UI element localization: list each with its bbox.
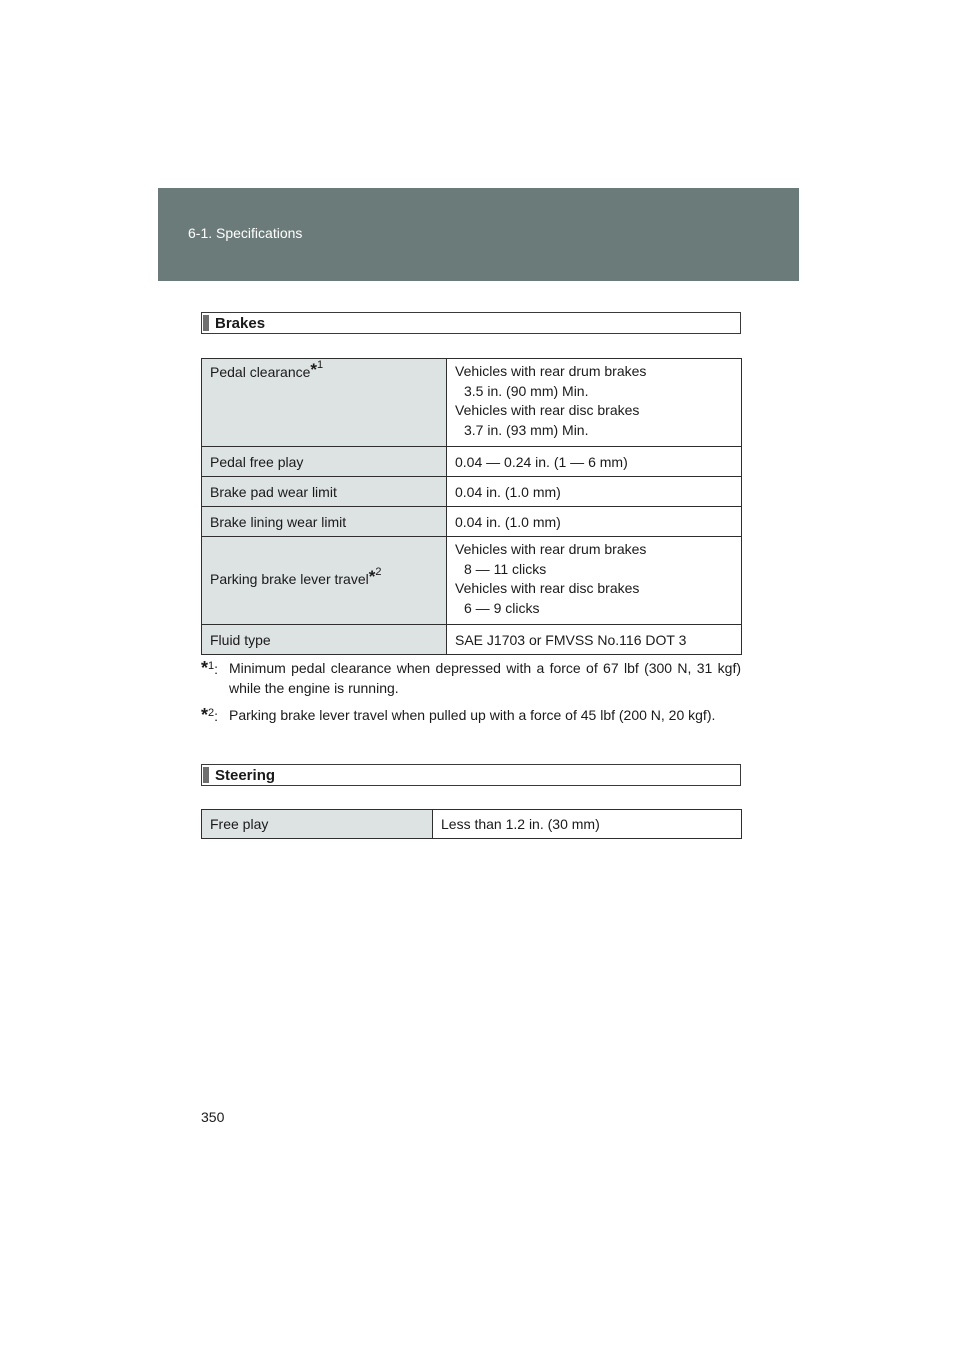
table-row (202, 537, 742, 625)
footnote-marker: *2 (368, 565, 382, 586)
row-label: Brake pad wear limit (202, 477, 447, 507)
row-value: SAE J1703 or FMVSS No.116 DOT 3 (447, 625, 742, 655)
row-label: Fluid type (202, 625, 447, 655)
row-label: Parking brake lever travel (210, 570, 369, 587)
steering-section-heading (201, 764, 741, 786)
row-value: Less than 1.2 in. (30 mm) (433, 810, 742, 839)
header-band (158, 188, 799, 281)
row-value-line: 3.5 in. (90 mm) Min. (464, 382, 589, 399)
row-value-line: 3.7 in. (93 mm) Min. (464, 421, 589, 438)
brakes-spec-table (201, 358, 742, 655)
row-value: 0.04 — 0.24 in. (1 — 6 mm) (447, 447, 742, 477)
footnote-text: Minimum pedal clearance when depressed with a force of 67 lbf (300 N, 31 kgf) while the engine is running. (229, 660, 741, 696)
row-value: 0.04 in. (1.0 mm) (447, 507, 742, 537)
footnote-2 (201, 705, 741, 725)
row-label: Pedal clearance (210, 364, 311, 380)
table-row (202, 625, 742, 655)
footnote-text: Parking brake lever travel when pulled up with a force of 45 lbf (200 N, 20 kgf). (229, 707, 716, 723)
row-value-line: Vehicles with rear disc brakes (455, 580, 640, 596)
row-value: 0.04 in. (1.0 mm) (447, 477, 742, 507)
footnote-1 (201, 658, 741, 698)
table-row (202, 447, 742, 477)
row-value-line: 6 — 9 clicks (464, 599, 540, 616)
row-label: Brake lining wear limit (202, 507, 447, 537)
page-number: 350 (201, 1109, 225, 1125)
brakes-section-heading (201, 312, 741, 334)
brakes-title: Brakes (215, 315, 266, 332)
table-row (202, 810, 742, 839)
table-row (202, 477, 742, 507)
row-value-line: Vehicles with rear drum brakes (455, 363, 647, 379)
table-row (202, 507, 742, 537)
footnote-marker: *$^1$: (201, 658, 219, 678)
heading-accent-bar (203, 315, 209, 331)
heading-accent-bar (203, 767, 209, 783)
steering-spec-table (201, 809, 742, 839)
row-label: Pedal free play (202, 447, 447, 477)
row-value-line: Vehicles with rear disc brakes (455, 402, 640, 418)
row-value-line: Vehicles with rear drum brakes (455, 541, 647, 557)
row-value-line: 8 — 11 clicks (464, 560, 547, 577)
footnote-marker: *$^2$: (201, 705, 219, 725)
row-label: Free play (202, 810, 433, 839)
section-breadcrumb: 6-1. Specifications (188, 225, 303, 241)
footnote-marker: *1 (310, 359, 324, 379)
steering-title: Steering (215, 767, 276, 784)
table-row (202, 359, 742, 447)
